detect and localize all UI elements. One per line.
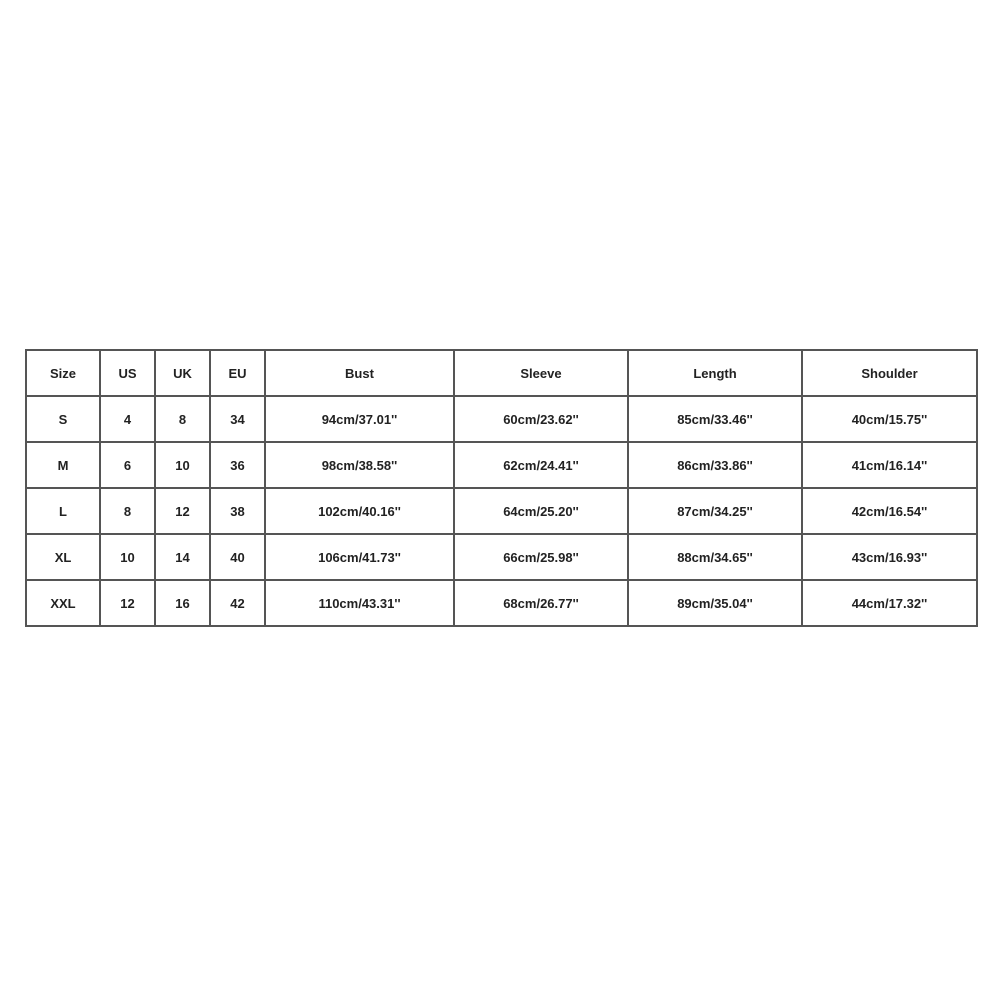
cell-uk: 8	[155, 396, 210, 442]
cell-length: 86cm/33.86''	[628, 442, 802, 488]
cell-uk: 12	[155, 488, 210, 534]
cell-uk: 16	[155, 580, 210, 626]
header-us: US	[100, 350, 155, 396]
header-eu: EU	[210, 350, 265, 396]
cell-shoulder: 44cm/17.32''	[802, 580, 977, 626]
table-row	[26, 580, 977, 626]
cell-shoulder: 43cm/16.93''	[802, 534, 977, 580]
header-bust: Bust	[265, 350, 454, 396]
cell-length: 87cm/34.25''	[628, 488, 802, 534]
cell-shoulder: 41cm/16.14''	[802, 442, 977, 488]
header-row	[26, 350, 977, 396]
cell-size: M	[26, 442, 100, 488]
cell-size: XXL	[26, 580, 100, 626]
header-length: Length	[628, 350, 802, 396]
cell-sleeve: 68cm/26.77''	[454, 580, 628, 626]
cell-us: 12	[100, 580, 155, 626]
cell-shoulder: 42cm/16.54''	[802, 488, 977, 534]
cell-size: L	[26, 488, 100, 534]
cell-eu: 34	[210, 396, 265, 442]
cell-us: 6	[100, 442, 155, 488]
cell-uk: 14	[155, 534, 210, 580]
cell-sleeve: 66cm/25.98''	[454, 534, 628, 580]
cell-size: XL	[26, 534, 100, 580]
cell-bust: 106cm/41.73''	[265, 534, 454, 580]
cell-eu: 38	[210, 488, 265, 534]
cell-bust: 110cm/43.31''	[265, 580, 454, 626]
cell-bust: 98cm/38.58''	[265, 442, 454, 488]
header-uk: UK	[155, 350, 210, 396]
cell-eu: 36	[210, 442, 265, 488]
cell-us: 10	[100, 534, 155, 580]
header-size: Size	[26, 350, 100, 396]
table-row	[26, 396, 977, 442]
cell-size: S	[26, 396, 100, 442]
cell-sleeve: 64cm/25.20''	[454, 488, 628, 534]
header-sleeve: Sleeve	[454, 350, 628, 396]
table-row	[26, 488, 977, 534]
cell-us: 4	[100, 396, 155, 442]
cell-sleeve: 62cm/24.41''	[454, 442, 628, 488]
size-chart-table	[25, 349, 978, 627]
cell-length: 89cm/35.04''	[628, 580, 802, 626]
table-row	[26, 534, 977, 580]
cell-sleeve: 60cm/23.62''	[454, 396, 628, 442]
cell-uk: 10	[155, 442, 210, 488]
cell-eu: 40	[210, 534, 265, 580]
cell-length: 85cm/33.46''	[628, 396, 802, 442]
cell-length: 88cm/34.65''	[628, 534, 802, 580]
table-body	[26, 396, 977, 626]
cell-shoulder: 40cm/15.75''	[802, 396, 977, 442]
cell-us: 8	[100, 488, 155, 534]
cell-bust: 102cm/40.16''	[265, 488, 454, 534]
table-row	[26, 442, 977, 488]
cell-eu: 42	[210, 580, 265, 626]
header-shoulder: Shoulder	[802, 350, 977, 396]
cell-bust: 94cm/37.01''	[265, 396, 454, 442]
table-header	[26, 350, 977, 396]
